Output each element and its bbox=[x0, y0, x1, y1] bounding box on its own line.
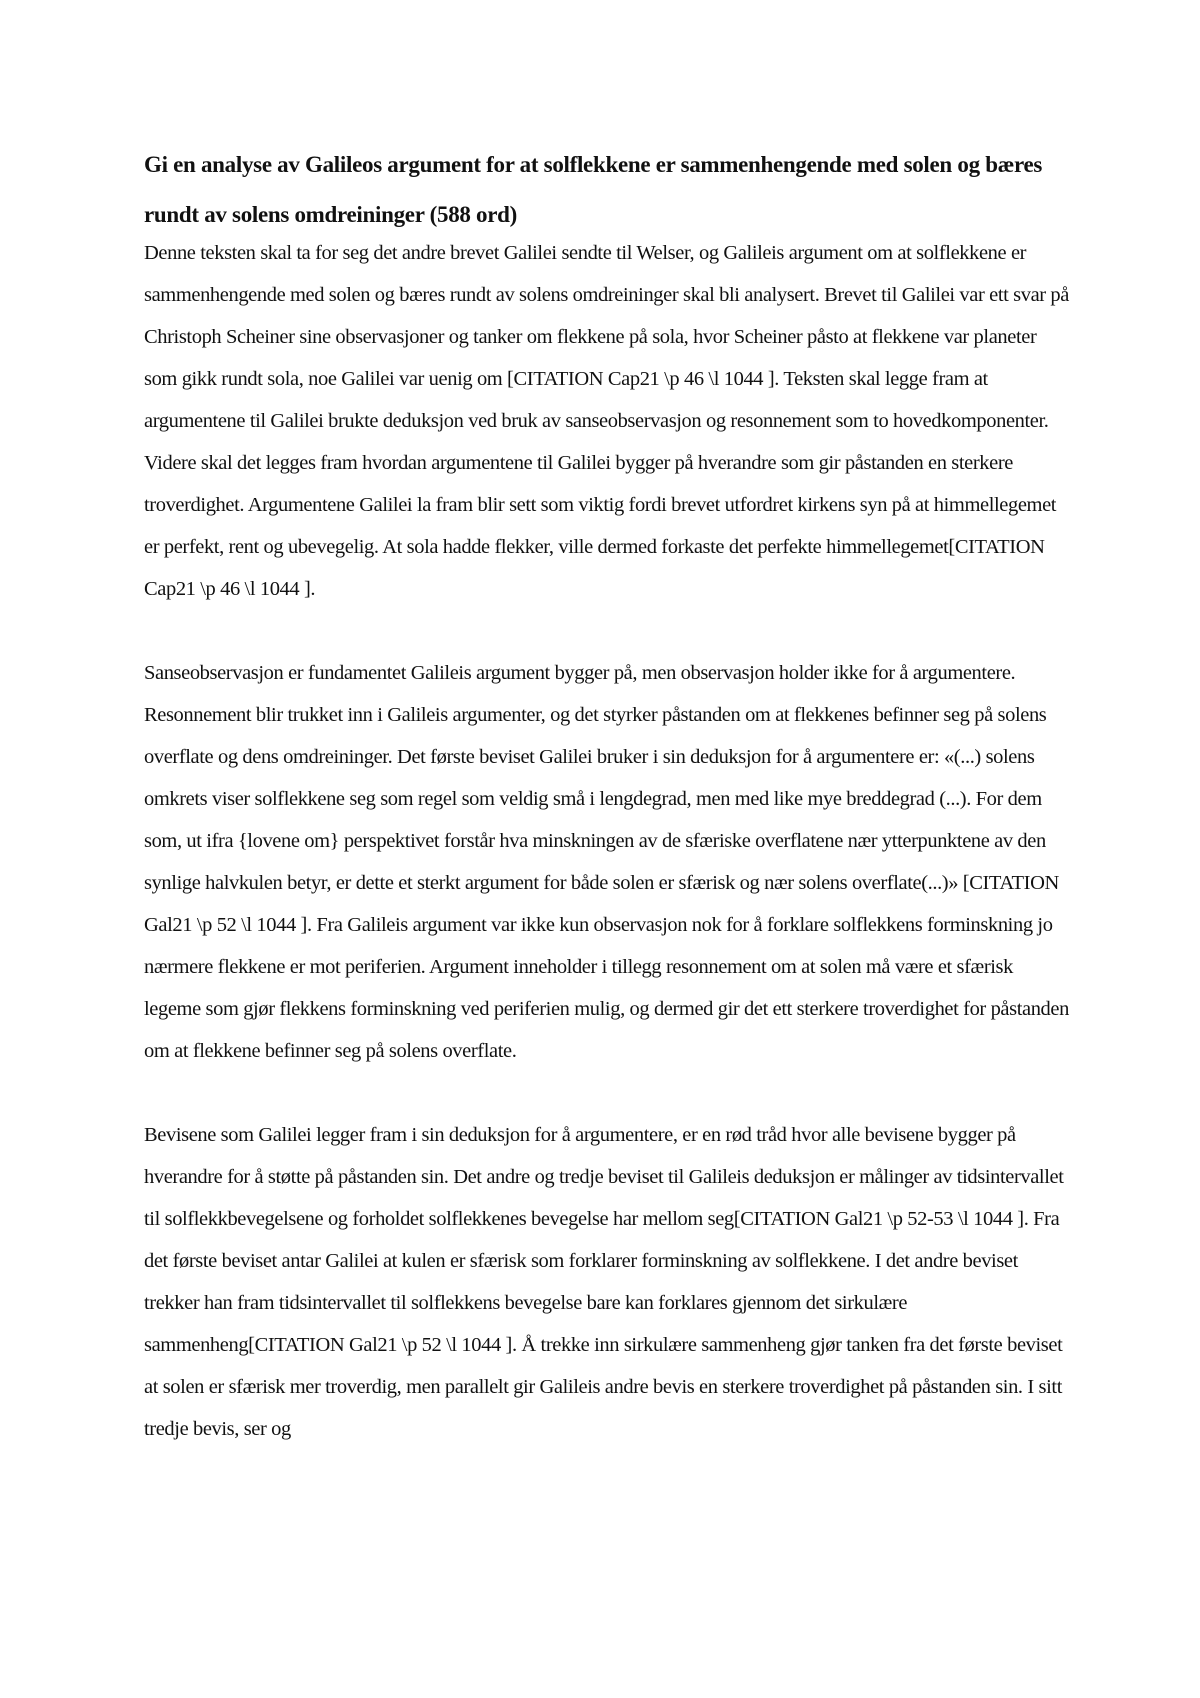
paragraph-introduction: Denne teksten skal ta for seg det andre brevet Galilei sendte til Welser, og Galileis argument om at solflekkene er sammenhengende med solen og bæres rundt av solens omdreininger skal bli analysert. Brevet til Galilei var ett svar på Christoph Scheiner sine observasjoner og tanker om flekkene på sola, hvor Scheiner påsto at flekkene var planeter som gikk rundt sola, noe Galilei var uenig om [CITATION Cap21 \p 46 \l 1044 ]. Teksten skal legge fram at argumentene til Galilei brukte deduksjon ved bruk av sanseobservasjon og resonnement som to hovedkomponenter. Videre skal det legges fram hvordan argumentene til Galilei bygger på hverandre som gir påstanden en sterkere troverdighet. Argumentene Galilei la fram blir sett som viktig fordi brevet utfordret kirkens syn på at himmellegemet er perfekt, rent og ubevegelig. At sola hadde flekker, ville dermed forkaste det perfekte himmellegemet[CITATION Cap21 \p 46 \l 1044 ]. bbox=[144, 242, 1069, 600]
document-body bbox=[144, 140, 1074, 1450]
paragraph-evidence: Bevisene som Galilei legger fram i sin deduksjon for å argumentere, er en rød tråd hvor alle bevisene bygger på hverandre for å støtte på påstanden sin. Det andre og tredje beviset til Galileis deduksjon er målinger av tidsintervallet til solflekkbevegelsene og forholdet solflekkenes bevegelse har mellom seg[CITATION Gal21 \p 52-53 \l 1044 ]. Fra det første beviset antar Galilei at kulen er sfærisk som forklarer forminskning av solflekkene. I det andre beviset trekker han fram tidsintervallet til solflekkens bevegelse bare kan forklares gjennom det sirkulære sammenheng[CITATION Gal21 \p 52 \l 1044 ]. Å trekke inn sirkulære sammenheng gjør tanken fra det første beviset at solen er sfærisk mer troverdig, men parallelt gir Galileis andre bevis en sterkere troverdighet på påstanden sin. I sitt tredje bevis, ser og bbox=[144, 1124, 1064, 1440]
paragraph-spacer bbox=[144, 1072, 1074, 1114]
paragraph-spacer bbox=[144, 610, 1074, 652]
paragraph-sense-observation: Sanseobservasjon er fundamentet Galileis argument bygger på, men observasjon holder ikke for å argumentere. Resonnement blir trukket inn i Galileis argumenter, og det styrker påstanden om at flekkenes befinner seg på solens overflate og dens omdreininger. Det første beviset Galilei bruker i sin deduksjon for å argumentere er: «(...) solens omkrets viser solflekkene seg som regel som veldig små i lengdegrad, men med like mye breddegrad (...). For dem som, ut ifra {lovene om} perspektivet forstår hva minskningen av de sfæriske overflatene nær ytterpunktene av den synlige halvkulen betyr, er dette et sterkt argument for både solen er sfærisk og nær solens overflate(...)» [CITATION Gal21 \p 52 \l 1044 ]. Fra Galileis argument var ikke kun observasjon nok for å forklare solflekkens forminskning jo nærmere flekkene er mot periferien. Argument inneholder i tillegg resonnement om at solen må være et sfærisk legeme som gjør flekkens forminskning ved periferien mulig, og dermed gir det ett sterkere troverdighet for påstanden om at flekkene befinner seg på solens overflate. bbox=[144, 662, 1069, 1062]
document-title: Gi en analyse av Galileos argument for at solflekkene er sammenhengende med solen og bæres rundt av solens omdreininger (588 ord) bbox=[144, 152, 1043, 227]
